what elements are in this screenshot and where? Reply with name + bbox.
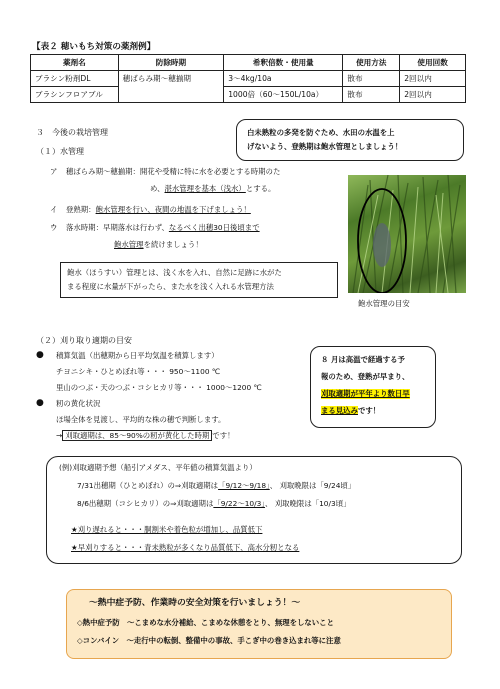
col-header: 薬剤名 <box>31 55 119 71</box>
definition-line: 飽水（ほうすい）管理とは、浅く水を入れ、自然に足跡に水がた <box>67 268 282 277</box>
callout-line: 報のため、登熟が早まり、 <box>321 372 410 381</box>
text-line: チヨニシキ・ひとめぼれ等・・・ 950〜1100 ℃ <box>56 367 221 376</box>
table-title: 【表２ 穂いもち対策の薬剤例】 <box>32 42 156 52</box>
text: です！ <box>212 431 235 440</box>
item-text: 穂ばらみ期〜穂揃期：開花や受精に特に水を必要とする時期のた <box>66 167 281 176</box>
safety-line: ◇熱中症予防 〜こまめな水分補給、こまめな休憩をとり、無理をしないこと <box>77 618 334 627</box>
item-label: ア <box>50 167 58 176</box>
table-cell: 2回以内 <box>400 87 466 103</box>
subsection-water: （１）水管理 <box>36 147 84 156</box>
table-cell: 散布 <box>343 71 400 87</box>
rice-field-photo <box>348 175 466 293</box>
text: 8/6出穂期（コシヒカリ）の⇒刈取適期は <box>77 499 214 508</box>
callout-line: 白未熟粒の多発を防ぐため、水田の水温を上 <box>247 128 395 137</box>
table-row <box>31 71 466 87</box>
saturated-definition-box <box>60 262 338 298</box>
item-text <box>150 184 275 194</box>
forecast-title: (例)刈取適期予想（船引アメダス、平年値の積算気温より） <box>59 463 257 472</box>
boxed-text: 刈取適期は、85〜90%の籾が黄化した時期 <box>62 430 212 441</box>
rice-leaves-graphic <box>348 175 466 293</box>
text-line: ほ場全体を見渡し、平均的な株の穂で判断します。 <box>56 415 226 424</box>
col-header: 使用回数 <box>400 55 466 71</box>
safety-title: 〜熱中症予防、作業時の安全対策を行いましょう！〜 <box>89 598 301 608</box>
text: 7/31出穂期（ひとめぼれ）の⇒刈取適期は <box>77 481 219 490</box>
text: 、 刈取晩限は「9/24頃」 <box>269 481 356 490</box>
item-text <box>114 240 203 250</box>
definition-line: まる程度に水量が下がったら、また水を浅く入れる水管理方法 <box>67 282 274 291</box>
text: 、 刈取晩限は「10/3頃」 <box>265 499 351 508</box>
text: 落水時期：早期落水は行わず、 <box>66 223 169 232</box>
callout-line-highlight: 刈取適期が平年より数日早 <box>321 389 410 398</box>
col-header: 使用方法 <box>343 55 400 71</box>
text-line: 里山のつぶ・天のつぶ・コシヒカリ等・・・ 1000〜1200 ℃ <box>56 383 262 392</box>
table-cell: ブラシンフロアブル <box>31 87 119 103</box>
section-heading: ３ 今後の栽培管理 <box>36 128 108 137</box>
forecast-row <box>77 481 355 491</box>
underlined-text: 「9/12〜9/18」 <box>218 481 270 490</box>
forecast-row <box>77 499 350 509</box>
table-header-row <box>31 55 466 71</box>
col-header: 防除時期 <box>118 55 224 71</box>
callout-line: ８ 月は高温で経過する予 <box>321 355 405 364</box>
underlined-text: 飽水管理 <box>114 240 144 249</box>
item-text <box>66 205 251 215</box>
bullet-title: 籾の黄化状況 <box>56 399 101 408</box>
item-label: ウ <box>50 223 58 232</box>
photo-caption: 飽水管理の目安 <box>358 299 410 308</box>
callout-line <box>321 406 380 416</box>
text: め、 <box>150 184 165 193</box>
underlined-text: 湛水管理を基本（浅水） <box>164 184 246 193</box>
arrow-icon: → <box>56 431 63 440</box>
text: です！ <box>357 406 381 415</box>
warning-late: ★刈り遅れると・・・胴割米や着色粒が増加し、品質低下 <box>71 525 263 534</box>
subsection-harvest: （２）刈り取り適期の目安 <box>36 336 132 345</box>
table-cell: 散布 <box>343 87 400 103</box>
safety-line: ◇コンバイン 〜走行中の転倒、整備中の事故、手こぎ中の巻き込まれ等に注意 <box>77 636 341 645</box>
underlined-text: 飽水管理を行い、夜間の地温を下げましょう！ <box>95 205 251 214</box>
table-cell: ブラシン粉剤DL <box>31 71 119 87</box>
bullet-icon: ● <box>36 350 44 360</box>
underlined-text: 「9/22〜10/3」 <box>213 499 266 508</box>
text: とする。 <box>245 184 276 193</box>
col-header: 希釈倍数・使用量 <box>224 55 343 71</box>
harvest-forecast-box <box>46 456 462 564</box>
callout-saturated-water <box>236 119 464 161</box>
highlight-text: まる見込み <box>321 406 358 415</box>
text: 登熟期： <box>66 205 96 214</box>
pesticide-table <box>30 54 466 103</box>
table-cell: 3〜4kg/10a <box>224 71 343 87</box>
safety-notice-box <box>66 589 452 659</box>
callout-line: げないよう、登熟期は飽水管理としましょう！ <box>247 142 403 151</box>
table-cell: 穂ばらみ期〜穂揃期 <box>118 71 224 103</box>
table-cell: 2回以内 <box>400 71 466 87</box>
warning-early: ★早刈りすると・・・青未熟粒が多くなり品質低下、高水分籾となる <box>71 543 300 552</box>
text-line <box>56 431 234 441</box>
table-row <box>31 87 466 103</box>
item-text <box>66 223 260 233</box>
table-cell: 1000倍（60〜150L/10a） <box>224 87 343 103</box>
item-label: イ <box>50 205 58 214</box>
bullet-title: 積算気温（出穂期から日平均気温を積算します） <box>56 351 219 360</box>
bullet-icon: ● <box>36 398 44 408</box>
underlined-text: なるべく出穂30日後頃まで <box>168 223 260 232</box>
callout-harvest-early <box>310 346 436 428</box>
text: を続けましょう！ <box>143 240 203 249</box>
